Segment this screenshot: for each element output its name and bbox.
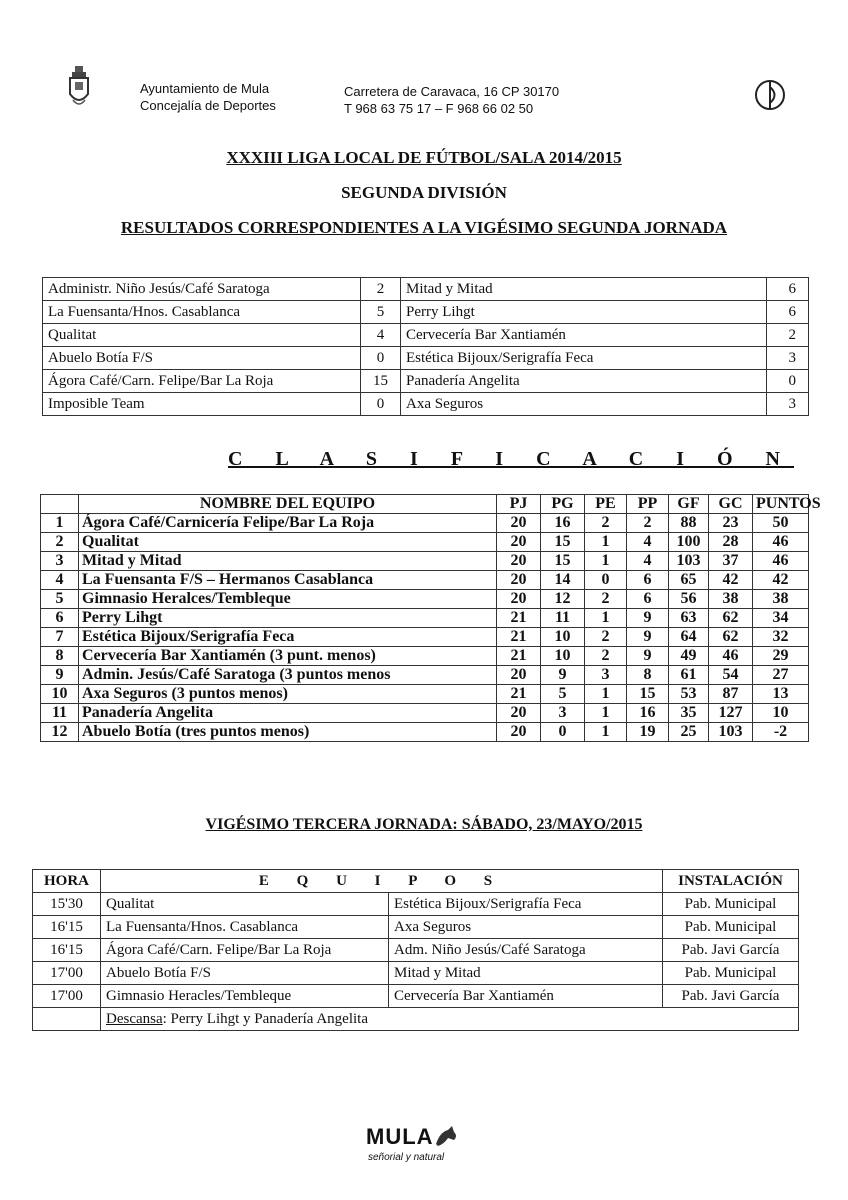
standings-row [41, 609, 809, 628]
standings-row [41, 666, 809, 685]
standing-pts: 50 [753, 514, 809, 533]
away-team: Mitad y Mitad [401, 278, 767, 301]
standing-team: Estética Bijoux/Serigrafía Feca [79, 628, 497, 647]
standing-pe: 1 [585, 723, 627, 742]
gc-header: GC [709, 495, 753, 514]
standing-gc: 87 [709, 685, 753, 704]
result-row [43, 370, 809, 393]
match-venue: Pab. Javi García [663, 939, 799, 962]
standing-pts: 27 [753, 666, 809, 685]
standing-pg: 16 [541, 514, 585, 533]
away-score: 3 [767, 347, 809, 370]
schedule-row [33, 985, 799, 1008]
home-team: Abuelo Botía F/S [43, 347, 361, 370]
away-team: Cervecería Bar Xantiamén [401, 324, 767, 347]
crest-icon [68, 66, 90, 108]
rest-label: Descansa [106, 1010, 163, 1027]
division-title: SEGUNDA DIVISIÓN [341, 183, 507, 202]
home-score: 0 [361, 347, 401, 370]
address-line2: T 968 63 75 17 – F 968 66 02 50 [344, 101, 534, 116]
standing-gc: 42 [709, 571, 753, 590]
standing-pj: 20 [497, 590, 541, 609]
standing-gc: 62 [709, 609, 753, 628]
standing-gf: 53 [669, 685, 709, 704]
standing-pj: 21 [497, 647, 541, 666]
match-home: Gimnasio Heracles/Tembleque [101, 985, 389, 1008]
pj-header: PJ [497, 495, 541, 514]
standing-pts: 38 [753, 590, 809, 609]
standing-pe: 1 [585, 552, 627, 571]
standings-header-row [41, 495, 809, 514]
next-round-title: VIGÉSIMO TERCERA JORNADA: SÁBADO, 23/MAYO/2015 [205, 816, 643, 833]
standing-gf: 100 [669, 533, 709, 552]
match-away: Adm. Niño Jesús/Café Saratoga [389, 939, 663, 962]
standing-pg: 12 [541, 590, 585, 609]
standing-pe: 2 [585, 628, 627, 647]
standing-pj: 20 [497, 552, 541, 571]
standing-pg: 5 [541, 685, 585, 704]
match-venue: Pab. Javi García [663, 985, 799, 1008]
match-venue: Pab. Municipal [663, 962, 799, 985]
away-team: Perry Lihgt [401, 301, 767, 324]
match-time: 16'15 [33, 916, 101, 939]
org-line1: Ayuntamiento de Mula [140, 81, 270, 96]
pos-header [41, 495, 79, 514]
result-row [43, 301, 809, 324]
standing-pe: 1 [585, 685, 627, 704]
horse-icon [434, 1124, 460, 1153]
standing-pp: 15 [627, 685, 669, 704]
standing-gf: 35 [669, 704, 709, 723]
home-score: 5 [361, 301, 401, 324]
home-team: La Fuensanta/Hnos. Casablanca [43, 301, 361, 324]
rest-note [101, 1008, 799, 1031]
standing-pp: 16 [627, 704, 669, 723]
away-team: Axa Seguros [401, 393, 767, 416]
standing-team: Cervecería Bar Xantiamén (3 punt. menos) [79, 647, 497, 666]
standings-row [41, 571, 809, 590]
pg-header: PG [541, 495, 585, 514]
schedule-table [32, 869, 799, 1031]
standing-pj: 21 [497, 685, 541, 704]
standing-pts: -2 [753, 723, 809, 742]
footer-logo [366, 1124, 476, 1170]
standing-gf: 64 [669, 628, 709, 647]
standing-pg: 15 [541, 533, 585, 552]
standing-pts: 13 [753, 685, 809, 704]
team-header: NOMBRE DEL EQUIPO [79, 495, 497, 514]
standing-gf: 25 [669, 723, 709, 742]
standing-pp: 8 [627, 666, 669, 685]
home-score: 2 [361, 278, 401, 301]
standing-pe: 1 [585, 704, 627, 723]
match-away: Mitad y Mitad [389, 962, 663, 985]
away-score: 6 [767, 278, 809, 301]
standing-pos: 1 [41, 514, 79, 533]
standing-pts: 32 [753, 628, 809, 647]
standing-pe: 1 [585, 609, 627, 628]
match-away: Estética Bijoux/Serigrafía Feca [389, 893, 663, 916]
standing-team: Mitad y Mitad [79, 552, 497, 571]
standing-pp: 9 [627, 609, 669, 628]
schedule-row [33, 939, 799, 962]
pts-header: PUNTOS [753, 495, 809, 514]
standing-pj: 20 [497, 514, 541, 533]
standing-pts: 46 [753, 552, 809, 571]
home-score: 0 [361, 393, 401, 416]
match-venue: Pab. Municipal [663, 916, 799, 939]
standing-gf: 65 [669, 571, 709, 590]
standing-gc: 37 [709, 552, 753, 571]
standing-pts: 34 [753, 609, 809, 628]
standings-row [41, 628, 809, 647]
schedule-row [33, 893, 799, 916]
match-home: Abuelo Botía F/S [101, 962, 389, 985]
standing-pp: 4 [627, 552, 669, 571]
standing-team: Ágora Café/Carnicería Felipe/Bar La Roja [79, 514, 497, 533]
home-team: Administr. Niño Jesús/Café Saratoga [43, 278, 361, 301]
match-home: Qualitat [101, 893, 389, 916]
standing-pe: 2 [585, 590, 627, 609]
standing-pos: 8 [41, 647, 79, 666]
result-row [43, 347, 809, 370]
match-away: Cervecería Bar Xantiamén [389, 985, 663, 1008]
standing-pe: 3 [585, 666, 627, 685]
instalacion-header: INSTALACIÓN [663, 870, 799, 893]
match-venue: Pab. Municipal [663, 893, 799, 916]
dl-logo-icon [753, 78, 787, 112]
standing-pe: 0 [585, 571, 627, 590]
hora-header: HORA [33, 870, 101, 893]
match-time: 17'00 [33, 985, 101, 1008]
standing-team: Abuelo Botía (tres puntos menos) [79, 723, 497, 742]
match-home: La Fuensanta/Hnos. Casablanca [101, 916, 389, 939]
results-title: RESULTADOS CORRESPONDIENTES A LA VIGÉSIMO SEGUNDA JORNADA [120, 218, 728, 237]
standing-gc: 103 [709, 723, 753, 742]
org-name [140, 80, 276, 114]
home-team: Imposible Team [43, 393, 361, 416]
standing-gc: 54 [709, 666, 753, 685]
standing-team: La Fuensanta F/S – Hermanos Casablanca [79, 571, 497, 590]
away-team: Estética Bijoux/Serigrafía Feca [401, 347, 767, 370]
standing-gf: 49 [669, 647, 709, 666]
standing-pos: 10 [41, 685, 79, 704]
standing-gc: 38 [709, 590, 753, 609]
standing-team: Qualitat [79, 533, 497, 552]
standing-pg: 3 [541, 704, 585, 723]
result-row [43, 324, 809, 347]
standing-pj: 21 [497, 609, 541, 628]
standing-pp: 2 [627, 514, 669, 533]
standing-gc: 46 [709, 647, 753, 666]
standing-pos: 2 [41, 533, 79, 552]
standing-pe: 1 [585, 533, 627, 552]
away-score: 3 [767, 393, 809, 416]
standings-row [41, 552, 809, 571]
standing-pj: 21 [497, 628, 541, 647]
standing-pos: 9 [41, 666, 79, 685]
away-team: Panadería Angelita [401, 370, 767, 393]
standing-pg: 10 [541, 628, 585, 647]
standing-pos: 5 [41, 590, 79, 609]
standing-pg: 9 [541, 666, 585, 685]
standing-pp: 4 [627, 533, 669, 552]
standing-pos: 4 [41, 571, 79, 590]
standing-pj: 20 [497, 723, 541, 742]
rest-text: : Perry Lihgt y Panadería Angelita [162, 1010, 369, 1027]
league-title: XXXIII LIGA LOCAL DE FÚTBOL/SALA 2014/2015 [226, 148, 622, 167]
standing-gf: 56 [669, 590, 709, 609]
standing-pj: 20 [497, 704, 541, 723]
standings-row [41, 590, 809, 609]
standing-pg: 10 [541, 647, 585, 666]
standing-pe: 2 [585, 514, 627, 533]
standings-row [41, 685, 809, 704]
standing-pos: 12 [41, 723, 79, 742]
standings-row [41, 514, 809, 533]
standing-pp: 9 [627, 628, 669, 647]
standings-table [40, 494, 821, 742]
footer-brand: MULA [366, 1124, 434, 1149]
match-away: Axa Seguros [389, 916, 663, 939]
standing-team: Admin. Jesús/Café Saratoga (3 puntos menos [79, 666, 497, 685]
standing-pos: 3 [41, 552, 79, 571]
standing-pp: 9 [627, 647, 669, 666]
schedule-row [33, 916, 799, 939]
standing-team: Gimnasio Heralces/Tembleque [79, 590, 497, 609]
home-team: Ágora Café/Carn. Felipe/Bar La Roja [43, 370, 361, 393]
standing-gc: 127 [709, 704, 753, 723]
match-time: 15'30 [33, 893, 101, 916]
standing-gf: 103 [669, 552, 709, 571]
standing-team: Panadería Angelita [79, 704, 497, 723]
standing-pg: 0 [541, 723, 585, 742]
standing-gf: 63 [669, 609, 709, 628]
schedule-row [33, 962, 799, 985]
standing-pp: 6 [627, 571, 669, 590]
footer-tagline: señorial y natural [368, 1152, 445, 1163]
address-line1: Carretera de Caravaca, 16 CP 30170 [344, 84, 560, 99]
standing-team: Perry Lihgt [79, 609, 497, 628]
standing-gc: 62 [709, 628, 753, 647]
pe-header: PE [585, 495, 627, 514]
standing-pj: 20 [497, 533, 541, 552]
org-line2: Concejalía de Deportes [140, 98, 276, 113]
standing-gf: 61 [669, 666, 709, 685]
standing-pg: 15 [541, 552, 585, 571]
result-row [43, 393, 809, 416]
standing-pts: 29 [753, 647, 809, 666]
standing-pg: 11 [541, 609, 585, 628]
org-address [344, 83, 559, 117]
rest-row [33, 1008, 799, 1031]
away-score: 6 [767, 301, 809, 324]
standing-pts: 42 [753, 571, 809, 590]
results-table [42, 277, 809, 416]
equipos-header: E Q U I P O S [101, 870, 663, 893]
pp-header: PP [627, 495, 669, 514]
away-score: 0 [767, 370, 809, 393]
match-time: 16'15 [33, 939, 101, 962]
standing-pg: 14 [541, 571, 585, 590]
standing-gf: 88 [669, 514, 709, 533]
standing-pts: 46 [753, 533, 809, 552]
standing-pos: 6 [41, 609, 79, 628]
standing-pe: 2 [585, 647, 627, 666]
standings-row [41, 647, 809, 666]
standing-team: Axa Seguros (3 puntos menos) [79, 685, 497, 704]
standing-pos: 7 [41, 628, 79, 647]
standings-row [41, 704, 809, 723]
standing-pp: 19 [627, 723, 669, 742]
home-score: 4 [361, 324, 401, 347]
standing-pos: 11 [41, 704, 79, 723]
standings-title: C L A S I F I C A C I Ó N [228, 448, 794, 470]
standings-row [41, 723, 809, 742]
home-score: 15 [361, 370, 401, 393]
standing-pj: 20 [497, 571, 541, 590]
result-row [43, 278, 809, 301]
standings-row [41, 533, 809, 552]
standing-pj: 20 [497, 666, 541, 685]
match-time: 17'00 [33, 962, 101, 985]
gf-header: GF [669, 495, 709, 514]
home-team: Qualitat [43, 324, 361, 347]
standing-pp: 6 [627, 590, 669, 609]
standing-pts: 10 [753, 704, 809, 723]
standing-gc: 28 [709, 533, 753, 552]
schedule-header-row [33, 870, 799, 893]
away-score: 2 [767, 324, 809, 347]
match-home: Ágora Café/Carn. Felipe/Bar La Roja [101, 939, 389, 962]
standing-gc: 23 [709, 514, 753, 533]
